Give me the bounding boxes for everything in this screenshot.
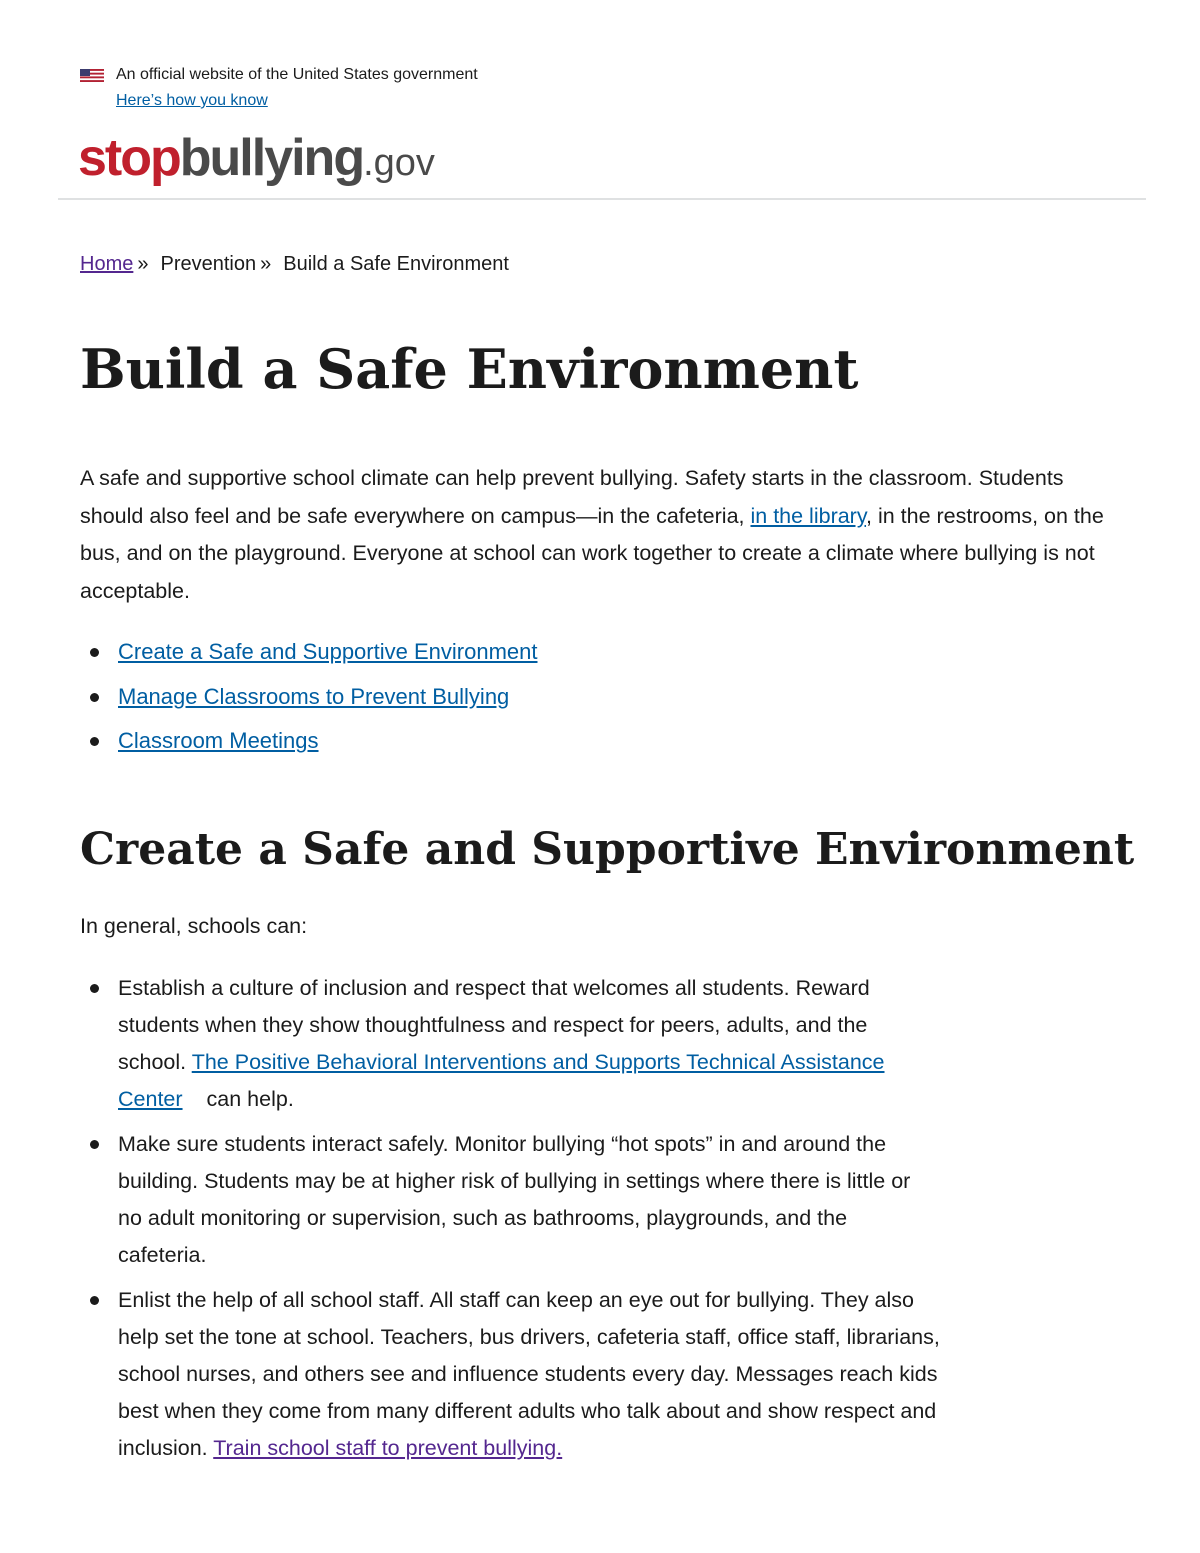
toc-item	[80, 721, 537, 766]
breadcrumb-separator: »	[260, 253, 272, 275]
bullet-icon	[90, 1140, 99, 1149]
section-lead: In general, schools can:	[80, 914, 308, 938]
intro-text-start: A safe and supportive school climate can help prevent bullying. Safety starts in the classroom. Students should also feel and be safe everywhere on campus—in the cafeteria,	[80, 466, 1064, 528]
logo-stop: stop	[78, 129, 180, 187]
us-flag-icon	[80, 69, 104, 82]
list-item	[80, 970, 940, 1118]
table-of-contents	[80, 632, 537, 766]
list-item	[80, 1282, 940, 1467]
bullet-icon	[90, 984, 99, 993]
toc-item	[80, 632, 537, 677]
list-item-text: can help.	[206, 1087, 294, 1111]
breadcrumb-current: Build a Safe Environment	[283, 253, 509, 275]
list-item-text: Enlist the help of all school staff. All staff can keep an eye out for bullying. They also help set the tone at school. Teachers, bus drivers, cafeteria staff, office staff, librarians, school nurses, and others see and influence students every day. Messages reach kids best when they come from many different adults who talk about and show respect and inclusion.	[118, 1288, 940, 1460]
breadcrumb-home-link[interactable]: Home	[80, 253, 134, 275]
gov-banner-text: An official website of the United States government	[116, 66, 478, 83]
toc-link-classroom-meetings[interactable]: Classroom Meetings	[118, 728, 319, 753]
intro-paragraph	[80, 460, 1120, 610]
header-divider	[58, 198, 1146, 200]
section-heading: Create a Safe and Supportive Environment	[80, 824, 1135, 875]
intro-text-end: , in the restrooms, on the bus, and on the playground. Everyone at school can work together to create a climate where bullying is not acceptable.	[80, 503, 1104, 603]
breadcrumb-prevention: Prevention	[160, 253, 257, 275]
in-the-library-link[interactable]: in the library	[750, 503, 866, 528]
toc-link-safe-supportive-environment[interactable]: Create a Safe and Supportive Environment	[118, 639, 538, 664]
pbis-center-link[interactable]: The Positive Behavioral Interventions and Supports Technical Assistance Center	[118, 1050, 885, 1111]
bullet-icon	[90, 737, 99, 746]
breadcrumb	[80, 253, 509, 276]
logo-gov: .gov	[363, 142, 435, 184]
list-item-text: Establish a culture of inclusion and respect that welcomes all students. Reward students when they show thoughtfulness and respect for peers, adults, and the school.	[118, 976, 870, 1074]
bullet-icon	[90, 693, 99, 702]
train-school-staff-link[interactable]: Train school staff to prevent bullying.	[213, 1436, 563, 1460]
bullet-icon	[90, 648, 99, 657]
site-logo[interactable]	[78, 129, 435, 187]
bullet-icon	[90, 1296, 99, 1305]
toc-link-manage-classrooms[interactable]: Manage Classrooms to Prevent Bullying	[118, 683, 510, 709]
logo-bullying: bullying	[179, 129, 364, 187]
heres-how-you-know-link[interactable]: Here’s how you know	[116, 92, 268, 109]
section-list	[80, 970, 940, 1475]
list-item-text: Make sure students interact safely. Monitor bullying “hot spots” in and around the building. Students may be at higher risk of bullying in settings where there is little or no adult monitoring or supervision, such as bathrooms, playgrounds, and the cafeteria.	[118, 1132, 911, 1267]
breadcrumb-separator: »	[137, 253, 149, 275]
page-title: Build a Safe Environment	[80, 337, 859, 401]
toc-item	[80, 677, 537, 722]
list-item	[80, 1126, 940, 1274]
